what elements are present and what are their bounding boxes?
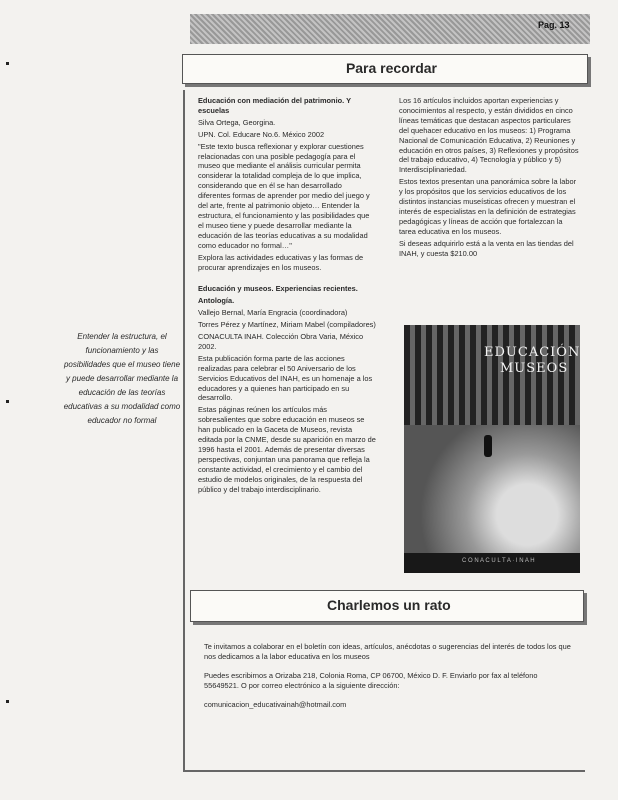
page-number: Pag. 13 [538, 20, 570, 30]
right-column [399, 96, 581, 261]
header-texture-bar [190, 14, 590, 44]
scan-mark [6, 400, 9, 403]
col2-paragraph-3: Si deseas adquirirlo está a la venta en las tiendas del INAH, y cuesta $210.00 [399, 238, 574, 258]
cover-title-line2: MUSEOS [500, 361, 569, 376]
cover-footer-text: C O N A C U L T A · I N A H [462, 558, 535, 564]
col2-paragraph-1: Los 16 artículos incluidos aportan experiencias y conocimientos al respecto, y están divididos en cinco líneas temáticas que destacan aspectos particulares del quehacer educativo en los museos: 1) Programa Nacional de Comunicación Educativa, 2) Reuniones y educación en otros países, 3) Reflexiones y propósitos del trabajo educativo, 4) Tecnología y público y 5) Interdisciplinariedad. [399, 96, 579, 175]
scan-mark [6, 62, 9, 65]
book1-body2: Explora las actividades educativas y las formas de procurar aprendizajes en los museos. [198, 252, 364, 272]
charlemos-section [204, 642, 574, 719]
charlemos-banner [190, 590, 584, 622]
cover-person-figure [484, 435, 492, 457]
charlemos-paragraph-1: Te invitamos a colaborar en el boletín con ideas, artículos, anécdotas o sugerencias del interés de todos los que nos dedicamos a la labor educativa en los museos [204, 642, 571, 661]
section-title: Para recordar [345, 60, 437, 76]
book1-body: "Este texto busca reflexionar y explorar cuestiones relacionadas con una posible pedagogía para el museo que mediante el análisis curricular permita considerar la totalidad compleja de lo que implica, considerando que en él se han desarrollado diferentes formas de aprender por medio del juego y del arte, frente al patrimonio objeto… Entender la estructura, el funcionamiento y las posibilidades que el museo tiene y puede desarrollar mediante la educación de las teorías educativas a su modalidad como educador no formal…" [198, 141, 370, 250]
left-column [198, 96, 376, 497]
book2-title: Educación y museos. Experiencias recientes. [198, 284, 358, 294]
charlemos-title: Charlemos un rato [327, 597, 451, 613]
cover-footer [404, 553, 580, 573]
book2-body2: Estas páginas reúnen los artículos más sobresalientes que sobre educación en museos se han publicado en la Gaceta de Museos, revista editada por la CNME, desde su aparición en marzo de 1996 hasta el 2001. Además de presentar diversas perspectivas, conjuntan una panorama que refleja la constante actividad, el crecimiento y el cambio del estudio de modelos originales, de la respuesta del público y del trabajo interdisciplinario. [198, 405, 376, 494]
charlemos-paragraph-2: Puedes escribirnos a Orizaba 218, Colonia Roma, CP 06700, México D. F. Enviarlo por fax al teléfono 55649521. O por correo electrónico a la siguiente dirección: [204, 671, 538, 690]
book2-publisher: CONACULTA INAH. Colección Obra Varia, México 2002. [198, 332, 364, 351]
book2-body: Esta publicación forma parte de las acciones realizadas para celebrar el 50 Aniversario de los Servicios Educativos del INAH, es un homenaje a los educadores y a quienes han participado en su desarrollo. [198, 353, 373, 403]
cover-title-line1: EDUCACIÓN [484, 345, 580, 360]
contact-email[interactable]: comunicacion_educativainah@hotmail.com [204, 700, 347, 709]
book2-subtitle: Antología. [198, 296, 235, 306]
book1-title: Educación con mediación del patrimonio. Y escuelas [198, 96, 351, 115]
book1-author: Silva Ortega, Georgina. [198, 117, 276, 127]
book2-editors: Vallejo Bernal, María Engracia (coordinadora) [198, 308, 348, 318]
book2-editors2: Torres Pérez y Martínez, Miriam Mabel (compiladores) [198, 320, 376, 330]
scan-mark [6, 700, 9, 703]
book-cover-image [404, 325, 580, 573]
cover-floor [404, 425, 580, 553]
side-pull-quote: Entender la estructura, el funcionamiento y las posibilidades que el museo tiene y puede desarrollar mediante la educación de las teorías educativas a su modalidad como educador no formal [63, 332, 181, 425]
section-banner [182, 54, 588, 84]
col2-paragraph-2: Estos textos presentan una panorámica sobre la labor y los propósitos que los servicios educativos de los distintos instancias museísticas ofrecen y muestran el interés de especialistas en la definición de estrategias pedagógicas y líneas de acción que fortalezcan la tarea educativa en los museos. [399, 177, 577, 236]
book1-source: UPN. Col. Educare No.6. México 2002 [198, 129, 325, 139]
